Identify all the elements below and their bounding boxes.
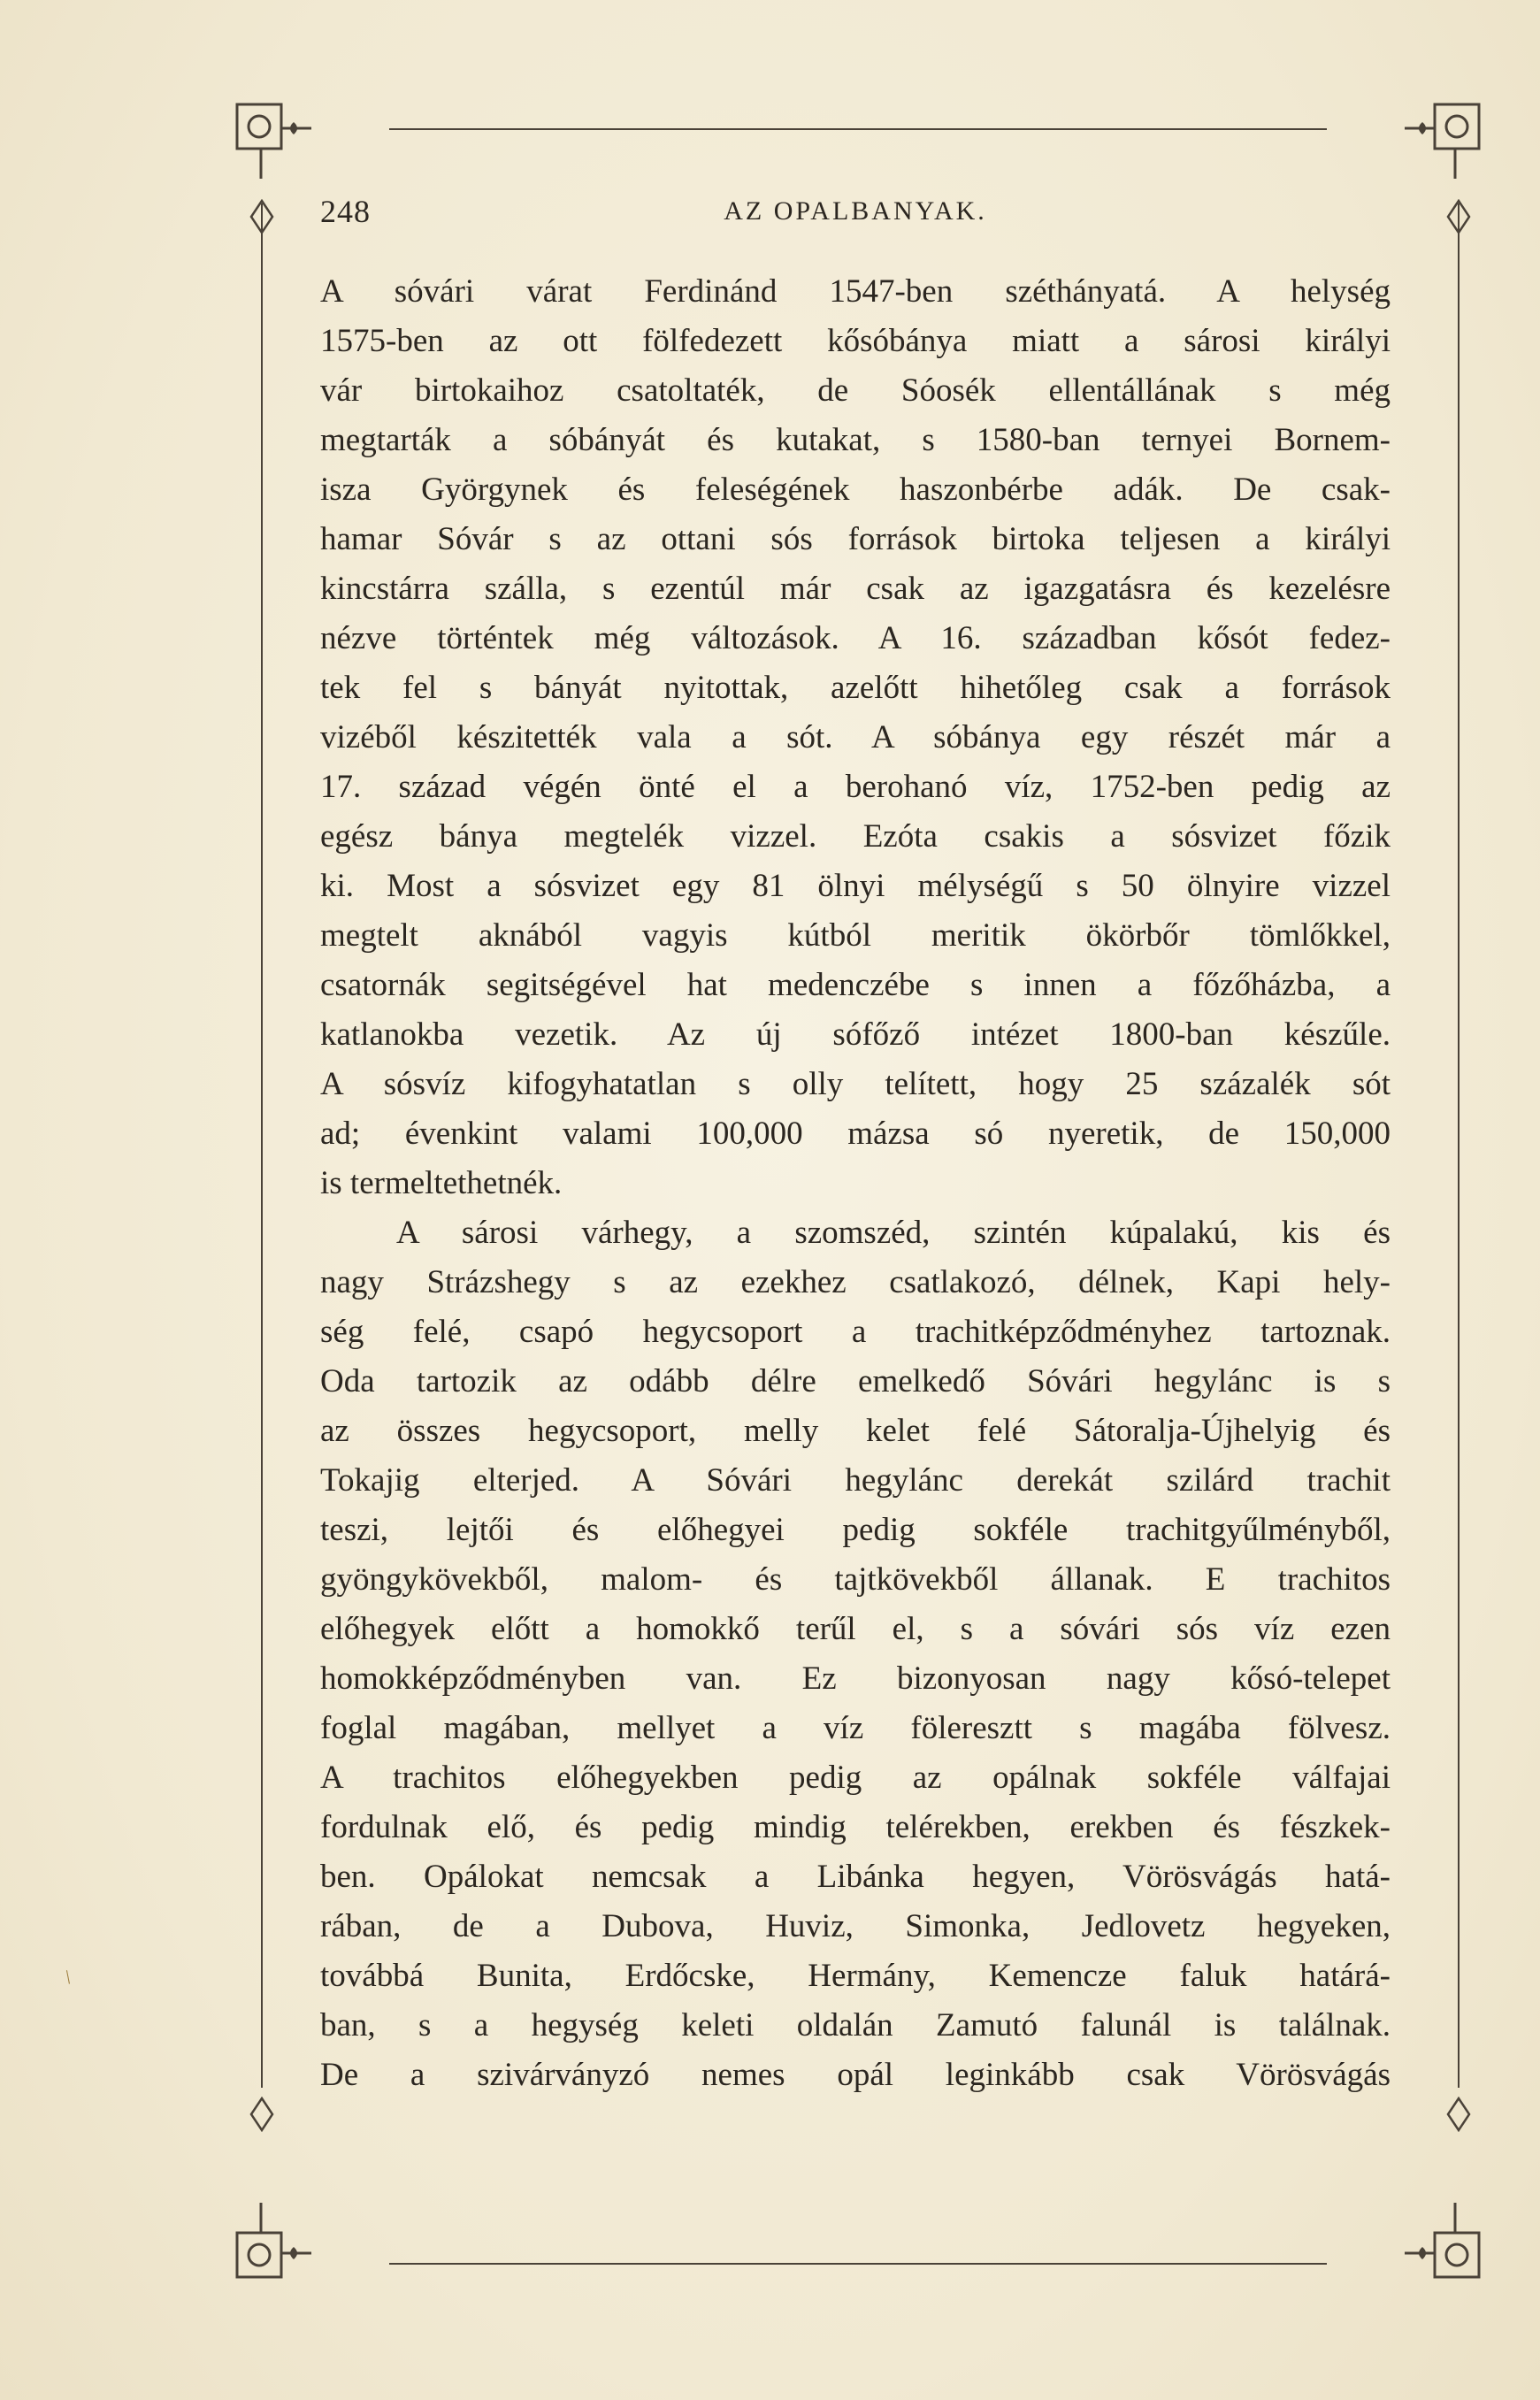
text-line: csatornák segitségével hat medenczébe s innen a főzőházba, a: [320, 967, 1391, 1003]
frame-bottom-line: [389, 2263, 1327, 2265]
text-line: vár birtokaihoz csatoltaték, de Sóosék ellentállának s még: [320, 372, 1391, 409]
frame-right-line: [1458, 203, 1460, 2088]
text-line: A sóvári várat Ferdinánd 1547-ben széthányatá. A helység: [320, 273, 1391, 310]
text-line: rában, de a Dubova, Huviz, Simonka, Jedlovetz hegyeken,: [320, 1908, 1391, 1944]
ornament-icon: [232, 2203, 311, 2282]
ornament-side-left-top-icon: [248, 199, 276, 234]
text-line: hamar Sóvár s az ottani sós források birtoka teljesen a királyi: [320, 521, 1391, 557]
text-line: A trachitos előhegyekben pedig az opálnak sokféle válfajai: [320, 1760, 1391, 1796]
ornament-side-right-bottom-icon: [1444, 2097, 1473, 2132]
text-line: De a szivárványzó nemes opál leginkább csak Vörösvágás: [320, 2057, 1391, 2093]
text-line: isza Györgynek és feleségének haszonbérbe adák. De csak-: [320, 472, 1391, 508]
stray-pencil-mark: /: [59, 1966, 76, 1988]
text-line: katlanokba vezetik. Az új sófőző intézet 1800-ban készűle.: [320, 1016, 1391, 1053]
ornament-corner-top-left: [232, 99, 311, 179]
text-line: előhegyek előtt a homokkő terűl el, s a sóvári sós víz ezen: [320, 1611, 1391, 1647]
text-line: megtarták a sóbányát és kutakat, s 1580-ban ternyei Bornem-: [320, 422, 1391, 458]
text-line: ség felé, csapó hegycsoport a trachitképződményhez tartoznak.: [320, 1314, 1391, 1350]
text-line: megtelt aknából vagyis kútból meritik ökörbőr tömlőkkel,: [320, 917, 1391, 954]
text-line: tek fel s bányát nyitottak, azelőtt hihetőleg csak a források: [320, 670, 1391, 706]
text-line: ki. Most a sósvizet egy 81 ölnyi mélységű s 50 ölnyire vizzel: [320, 868, 1391, 904]
text-line: nagy Strázshegy s az ezekhez csatlakozó, délnek, Kapi hely-: [320, 1264, 1391, 1300]
text-line: továbbá Bunita, Erdőcske, Hermány, Kemencze faluk határá-: [320, 1958, 1391, 1994]
text-line: 1575-ben az ott fölfedezett kősóbánya miatt a sárosi királyi: [320, 323, 1391, 359]
frame-top-line: [389, 128, 1327, 130]
ornament-side-left-bottom-icon: [248, 2097, 276, 2132]
ornament-icon: [1405, 2203, 1484, 2282]
text-line: A sósvíz kifogyhatatlan s olly telített, hogy 25 százalék sót: [320, 1066, 1391, 1102]
text-line: ad; évenkint valami 100,000 mázsa só nyeretik, de 150,000: [320, 1116, 1391, 1152]
text-line: gyöngykövekből, malom- és tajtkövekből állanak. E trachitos: [320, 1561, 1391, 1598]
text-line: kincstárra szálla, s ezentúl már csak az igazgatásra és kezelésre: [320, 571, 1391, 607]
text-line: nézve történtek még változások. A 16. században kősót fedez-: [320, 620, 1391, 656]
text-line: az összes hegycsoport, melly kelet felé Sátoralja-Újhelyig és: [320, 1413, 1391, 1449]
ornament-corner-bottom-right: [1405, 2203, 1484, 2282]
text-line: fordulnak elő, és pedig mindig telérekben, erekben és fészkek-: [320, 1809, 1391, 1845]
running-title: AZ OPALBANYAK.: [724, 196, 987, 226]
text-line: homokképződményben van. Ez bizonyosan nagy kősó-telepet: [320, 1660, 1391, 1697]
body-text: [320, 267, 1391, 2100]
text-line: A sárosi várhegy, a szomszéd, szintén kúpalakú, kis és: [396, 1215, 1391, 1251]
text-line: is termeltethetnék.: [320, 1165, 563, 1201]
ornament-corner-bottom-left: [232, 2203, 311, 2282]
ornament-icon: [1405, 99, 1484, 179]
ornament-side-right-top-icon: [1444, 199, 1473, 234]
ornament-corner-top-right: [1405, 99, 1484, 179]
ornament-icon: [232, 99, 311, 179]
text-line: Tokajig elterjed. A Sóvári hegylánc derekát szilárd trachit: [320, 1462, 1391, 1499]
text-line: vizéből készitették vala a sót. A sóbánya egy részét már a: [320, 719, 1391, 755]
text-line: 17. század végén önté el a berohanó víz, 1752-ben pedig az: [320, 769, 1391, 805]
text-line: ban, s a hegység keleti oldalán Zamutó falunál is találnak.: [320, 2007, 1391, 2043]
text-line: ben. Opálokat nemcsak a Libánka hegyen, Vörösvágás hatá-: [320, 1859, 1391, 1895]
page-header: [320, 193, 1391, 246]
text-line: foglal magában, mellyet a víz föleresztt s magába fölvesz.: [320, 1710, 1391, 1746]
text-line: Oda tartozik az odább délre emelkedő Sóvári hegylánc is s: [320, 1363, 1391, 1399]
page-number: 248: [320, 194, 371, 229]
text-line: teszi, lejtői és előhegyei pedig sokféle trachitgyűlményből,: [320, 1512, 1391, 1548]
text-line: egész bánya megtelék vizzel. Ezóta csakis a sósvizet főzik: [320, 818, 1391, 855]
frame-left-line: [261, 203, 263, 2088]
